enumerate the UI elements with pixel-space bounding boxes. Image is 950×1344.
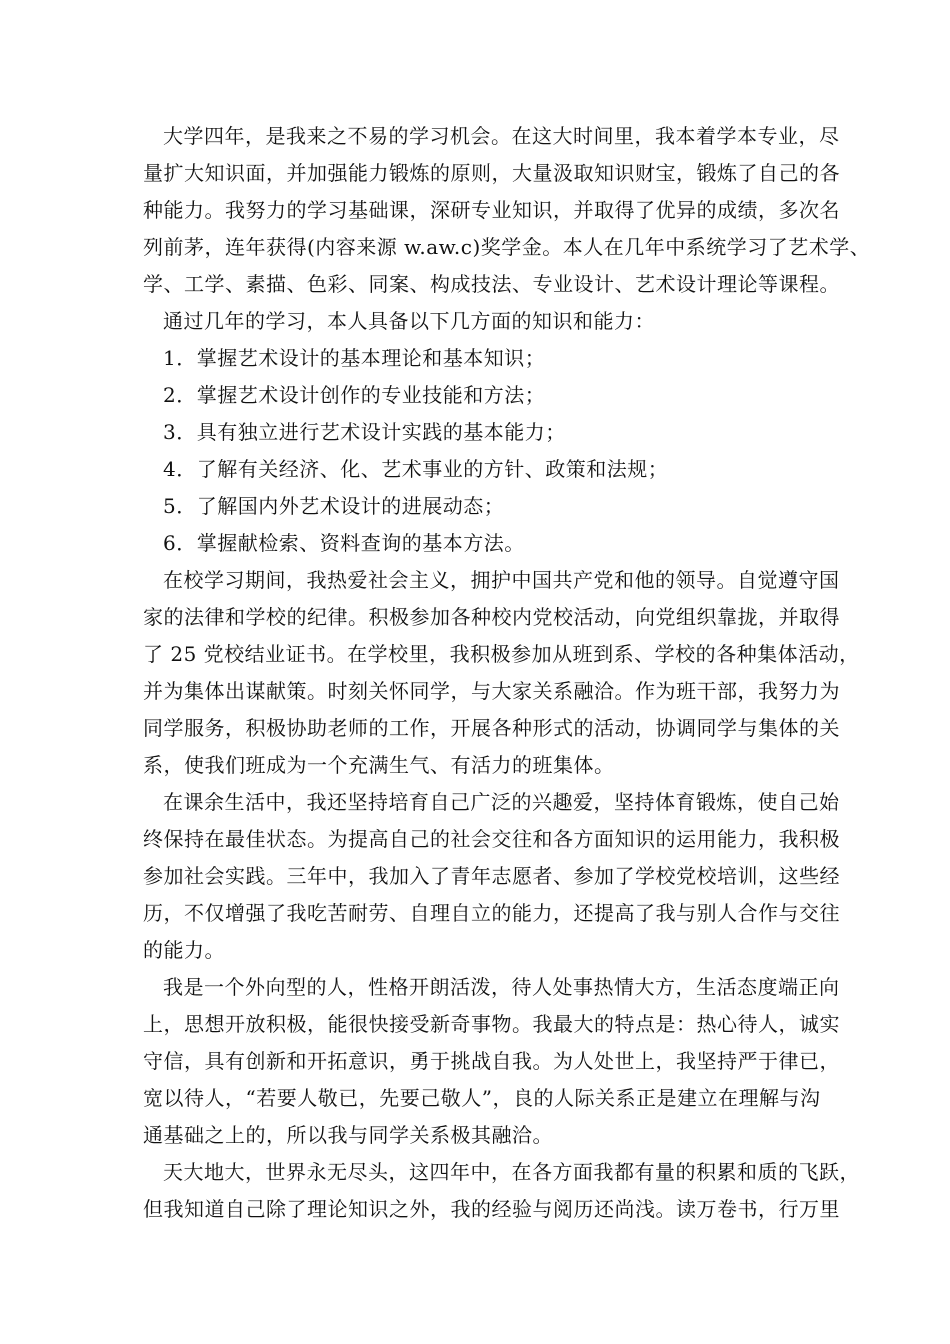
list-item: 5．了解国内外艺术设计的进展动态；	[163, 494, 505, 518]
text-line: 家的法律和学校的纪律。积极参加各种校内党校活动，向党组织靠拢，并取得	[143, 605, 840, 629]
text-line: 在课余生活中，我还坚持培育自己广泛的兴趣爱，坚持体育锻炼，使自己始	[163, 790, 840, 814]
text-line: 了 25 党校结业证书。在学校里，我积极参加从班到系、学校的各种集体活动，	[143, 642, 860, 666]
text-line: 列前茅，连年获得(内容来源 w.aw.c)奖学金。本人在几年中系统学习了艺术学、	[143, 235, 871, 259]
list-item: 1．掌握艺术设计的基本理论和基本知识；	[163, 346, 546, 370]
text-line: 种能力。我努力的学习基础课，深研专业知识，并取得了优异的成绩，多次名	[143, 198, 840, 222]
text-line: 历，不仅增强了我吃苦耐劳、自理自立的能力，还提高了我与别人合作与交往	[143, 901, 840, 925]
text-line: 我是一个外向型的人，性格开朗活泼，待人处事热情大方，生活态度端正向	[163, 975, 840, 999]
text-line: 终保持在最佳状态。为提高自己的社会交往和各方面知识的运用能力，我积极	[143, 827, 840, 851]
text-line: 通过几年的学习，本人具备以下几方面的知识和能力：	[163, 309, 655, 333]
text-line: 系，使我们班成为一个充满生气、有活力的班集体。	[143, 753, 615, 777]
text-line: 通基础之上的，所以我与同学关系极其融洽。	[143, 1123, 553, 1147]
text-line: 的能力。	[143, 938, 225, 962]
text-line: 参加社会实践。三年中，我加入了青年志愿者、参加了学校党校培训，这些经	[143, 864, 840, 888]
text-line: 同学服务，积极协助老师的工作，开展各种形式的活动，协调同学与集体的关	[143, 716, 840, 740]
list-item: 4．了解有关经济、化、艺术事业的方针、政策和法规；	[163, 457, 669, 481]
text-line: 并为集体出谋献策。时刻关怀同学，与大家关系融洽。作为班干部，我努力为	[143, 679, 840, 703]
text-line: 在校学习期间，我热爱社会主义，拥护中国共产党和他的领导。自觉遵守国	[163, 568, 840, 592]
text-line: 宽以待人，“若要人敬已，先要己敬人”，良的人际关系正是建立在理解与沟	[143, 1086, 821, 1110]
text-line: 守信，具有创新和开拓意识，勇于挑战自我。为人处世上，我坚持严于律已，	[143, 1049, 840, 1073]
list-item: 3．具有独立进行艺术设计实践的基本能力；	[163, 420, 566, 444]
text-line: 大学四年，是我来之不易的学习机会。在这大时间里，我本着学本专业，尽	[163, 124, 840, 148]
text-line: 但我知道自己除了理论知识之外，我的经验与阅历还尚浅。读万卷书，行万里	[143, 1197, 840, 1221]
list-item: 2．掌握艺术设计创作的专业技能和方法；	[163, 383, 546, 407]
text-line: 量扩大知识面，并加强能力锻炼的原则，大量汲取知识财宝，锻炼了自己的各	[143, 161, 840, 185]
text-line: 天大地大，世界永无尽头，这四年中，在各方面我都有量的积累和质的飞跃，	[163, 1160, 860, 1184]
text-line: 学、工学、素描、色彩、同案、构成技法、专业设计、艺术设计理论等课程。	[143, 272, 840, 296]
text-line: 上，思想开放积极，能很快接受新奇事物。我最大的特点是：热心待人，诚实	[143, 1012, 840, 1036]
list-item: 6．掌握献检索、资料查询的基本方法。	[163, 531, 525, 555]
